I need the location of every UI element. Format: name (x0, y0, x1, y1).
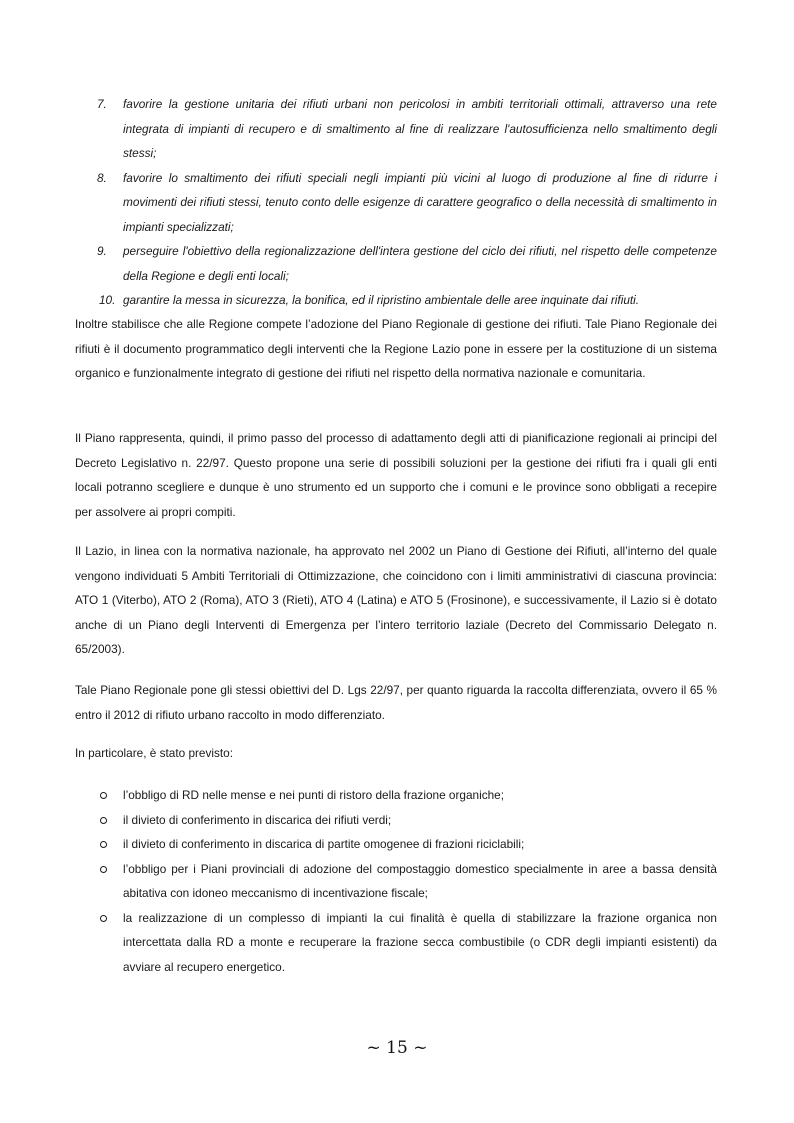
bullet-text: il divieto di conferimento in discarica di partite omogenee di frazioni riciclabili; (123, 837, 525, 851)
circle-bullet-icon (100, 866, 107, 873)
bullet-item (75, 808, 717, 833)
paragraph-lazio-plan: Il Lazio, in linea con la normativa nazionale, ha approvato nel 2002 un Piano di Gestione dei Rifiuti, all’interno del quale vengono individuati 5 Ambiti Territoriali di Ottimizzazione, che coincidono con i limiti amministrativi di ciascuna provincia: ATO 1 (Viterbo), ATO 2 (Roma), ATO 3 (Rieti), ATO 4 (Latina) e ATO 5 (Frosinone), e successivamente, il Lazio si è dotato anche di un Piano degli Interventi di Emergenza per l’intero territorio laziale (Decreto del Commissario Delegato n. 65/2003). (75, 544, 717, 656)
circle-bullet-icon (100, 792, 107, 799)
bullet-text: la realizzazione di un complesso di impianti la cui finalità è quella di stabilizzare la frazione organica non intercettata dalla RD a monte e recuperare la frazione secca combustibile (o CDR degli impianti esistenti) da avviare al recupero energetico. (123, 910, 717, 974)
bullet-item (75, 832, 717, 857)
list-item-number: 8. (97, 170, 107, 185)
list-item-text: perseguire l'obiettivo della regionalizzazione dell'intera gestione del ciclo dei rifiuti, nel rispetto delle competenze della Regione e degli enti locali; (123, 244, 717, 283)
list-item-text: favorire la gestione unitaria dei rifiuti urbani non pericolosi in ambiti territoriali ottimali, attraverso una rete integrata di impianti di recupero e di smaltimento al fine di realizzare l'autosufficienza nello smaltimento degli stessi; (123, 97, 717, 160)
list-item (75, 166, 717, 240)
bullet-list (75, 783, 717, 979)
bullet-item (75, 857, 717, 906)
paragraph-objectives: Tale Piano Regionale pone gli stessi obiettivi del D. Lgs 22/97, per quanto riguarda la raccolta differenziata, ovvero il 65 % entro il 2012 di rifiuto urbano raccolto in modo differenziato. (75, 683, 717, 722)
paragraph-plan-adaptation: Il Piano rappresenta, quindi, il primo passo del processo di adattamento degli atti di pianificazione regionali ai principi del Decreto Legislativo n. 22/97. Questo propone una serie di possibili soluzioni per la gestione dei rifiuti fra i quali gli enti locali potranno scegliere e dunque è uno strumento ed un supporto che i comuni e le province sono obbligati a recepire per assolvere ai propri compiti. (75, 431, 717, 519)
circle-bullet-icon (100, 817, 107, 824)
list-item-number: 9. (97, 244, 107, 258)
list-item-number: 10. (99, 293, 116, 307)
list-item-text: garantire la messa in sicurezza, la bonifica, ed il ripristino ambientale delle aree inquinate dai rifiuti. (123, 293, 640, 307)
list-item-number: 7. (97, 97, 107, 111)
bullet-item (75, 783, 717, 808)
list-item-text: favorire lo smaltimento dei rifiuti speciali negli impianti più vicini al luogo di produzione al fine di ridurre i movimenti dei rifiuti stessi, tenuto conto delle esigenze di carattere geografico o della necessità di smaltimento in impianti specializzati; (123, 170, 717, 234)
bullet-text: l’obbligo di RD nelle mense e nei punti di ristoro della frazione organiche; (123, 788, 504, 802)
list-item (75, 239, 717, 288)
bullet-text: l’obbligo per i Piani provinciali di adozione del compostaggio domestico specialmente in aree a bassa densità abitativa con idoneo meccanismo di incentivazione fiscale; (123, 861, 717, 900)
bullet-item (75, 906, 717, 980)
paragraph-regional-plan: Inoltre stabilisce che alle Regione compete l’adozione del Piano Regionale di gestione dei rifiuti. Tale Piano Regionale dei rifiuti è il documento programmatico degli interventi che la Regione Lazio pone in essere per la costituzione di un sistema organico e funzionalmente integrato di gestione dei rifiuti nel rispetto della normativa nazionale e comunitaria. (75, 317, 717, 380)
bullet-text: il divieto di conferimento in discarica dei rifiuti verdi; (123, 812, 392, 827)
list-item (75, 92, 717, 166)
page-number: ~ 15 ~ (366, 1038, 428, 1058)
circle-bullet-icon (100, 915, 107, 922)
circle-bullet-icon (100, 841, 107, 848)
list-item (75, 288, 717, 313)
paragraph-intro-bullets: In particolare, è stato previsto: (75, 746, 234, 760)
numbered-list (75, 92, 717, 313)
